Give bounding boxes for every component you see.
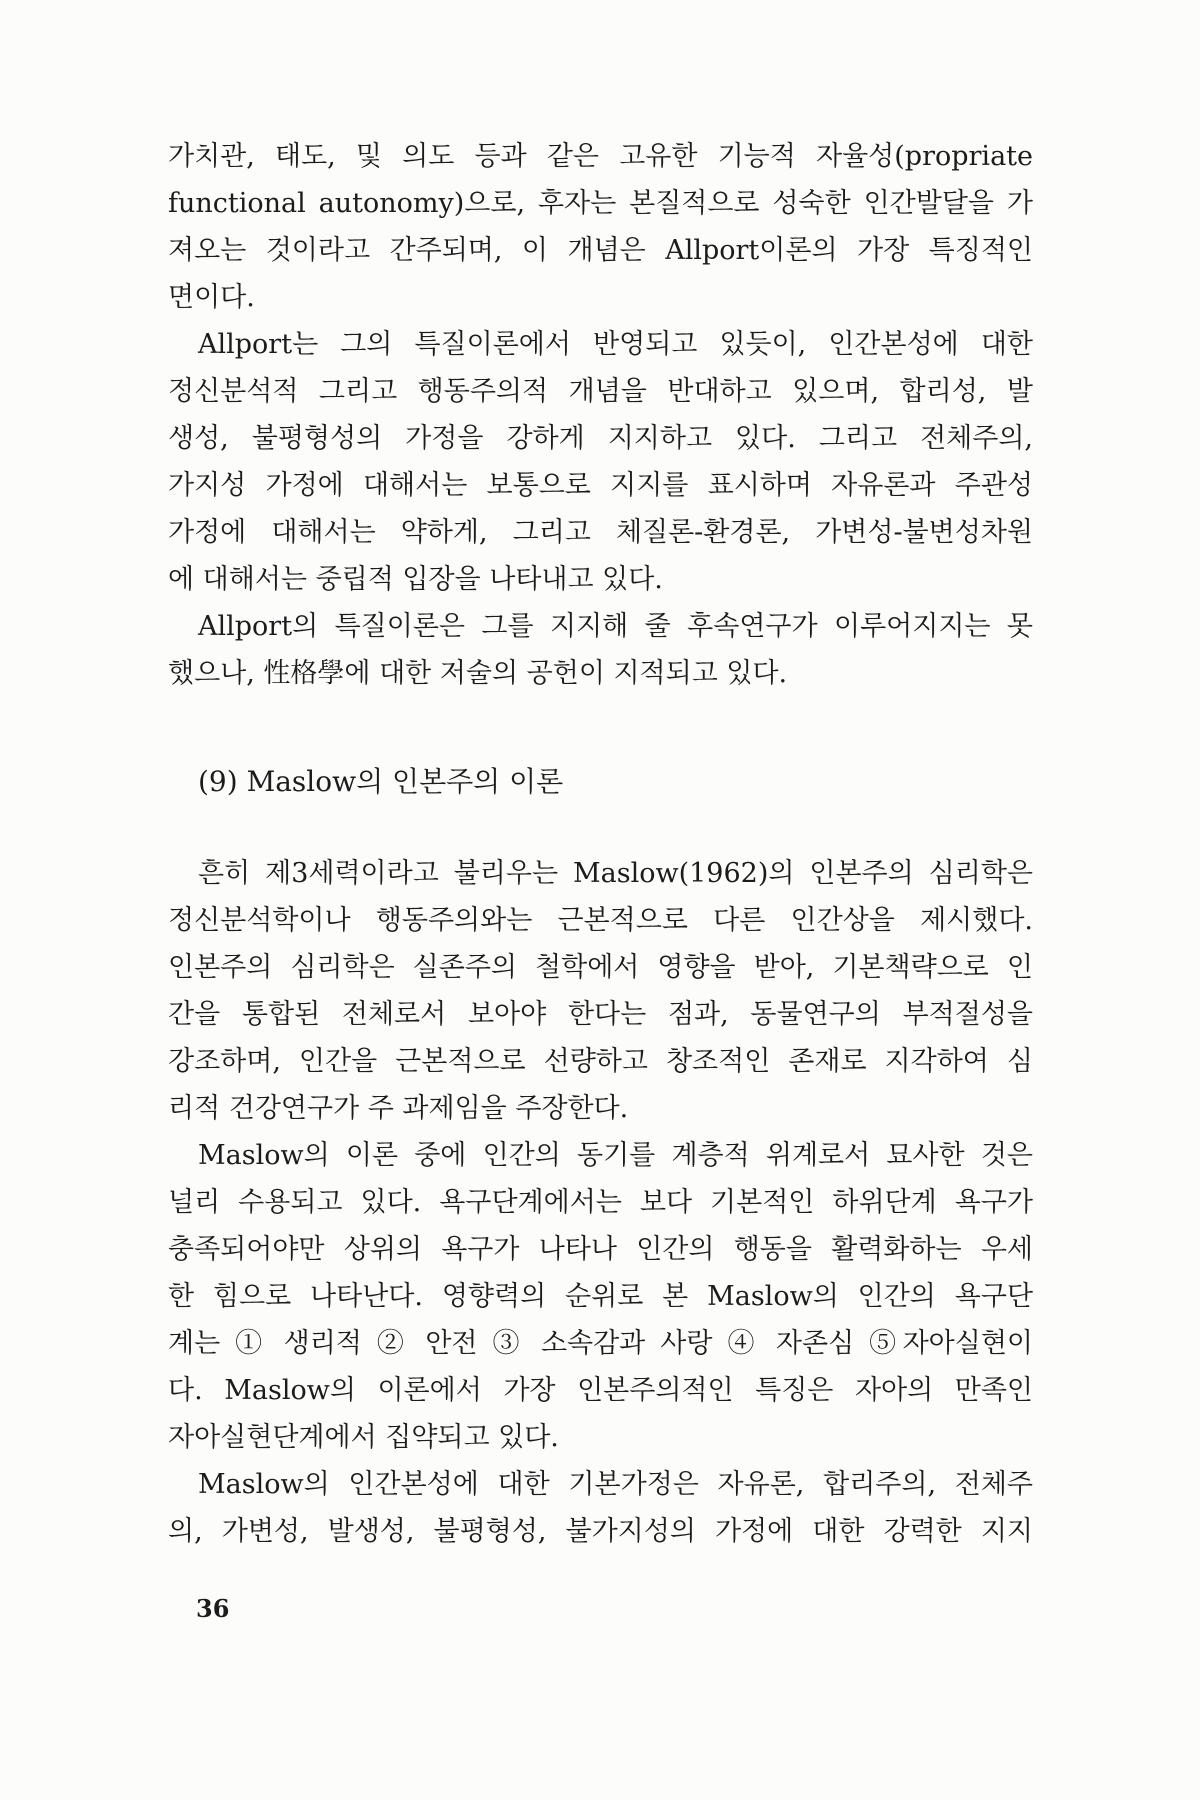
text-line: 했으나, 性格學에 대한 저술의 공헌이 지적되고 있다. — [168, 658, 788, 689]
text-line: 인본주의 심리학은 실존주의 철학에서 영향을 받아, 기본책략으로 인 — [168, 952, 1033, 983]
text-line: 가정에 대해서는 약하게, 그리고 체질론-환경론, 가변성-불변성차원 — [168, 517, 1033, 548]
text-line: Maslow의 인간본성에 대한 기본가정은 자유론, 합리주의, 전체주 — [198, 1469, 1033, 1500]
paragraph-maslow-assumptions — [168, 1461, 1033, 1555]
text-line: Maslow의 이론 중에 인간의 동기를 계층적 위계로서 묘사한 것은 — [198, 1140, 1033, 1171]
paragraph-allport-research — [168, 603, 1033, 697]
text-line: 계는 ① 생리적 ② 안전 ③ 소속감과 사랑 ④ 자존심 ⑤자아실현이 — [168, 1328, 1033, 1359]
text-line: 강조하며, 인간을 근본적으로 선량하고 창조적인 존재로 지각하여 심 — [168, 1046, 1033, 1077]
text-line: 간을 통합된 전체로서 보아야 한다는 점과, 동물연구의 부적절성을 — [168, 999, 1033, 1030]
text-line: 가치관, 태도, 및 의도 등과 같은 고유한 기능적 자율성(propriate — [168, 141, 1033, 172]
text-line: 에 대해서는 중립적 입장을 나타내고 있다. — [168, 564, 663, 595]
text-line: 한 힘으로 나타난다. 영향력의 순위로 본 Maslow의 인간의 욕구단 — [168, 1281, 1033, 1312]
text-line: 의, 가변성, 발생성, 불평형성, 불가지성의 가정에 대한 강력한 지지 — [168, 1516, 1033, 1547]
text-line: functional autonomy)으로, 후자는 본질적으로 성숙한 인간발달을 가 — [168, 188, 1033, 219]
text-line: 정신분석학이나 행동주의와는 근본적으로 다른 인간상을 제시했다. — [168, 905, 1033, 936]
text-line: 생성, 불평형성의 가정을 강하게 지지하고 있다. 그리고 전체주의, — [168, 423, 1033, 454]
text-line: 흔히 제3세력이라고 불리우는 Maslow(1962)의 인본주의 심리학은 — [198, 858, 1033, 889]
paragraph-allport-traits — [168, 321, 1033, 603]
text-line: 널리 수용되고 있다. 욕구단계에서는 보다 기본적인 하위단계 욕구가 — [168, 1187, 1033, 1218]
text-line: Allport의 특질이론은 그를 지지해 줄 후속연구가 이루어지지는 못 — [198, 611, 1033, 642]
paragraph-needs-hierarchy — [168, 1132, 1033, 1461]
text-line: 져오는 것이라고 간주되며, 이 개념은 Allport이론의 가장 특징적인 — [168, 235, 1033, 266]
paragraph-humanistic-psychology — [168, 850, 1033, 1132]
text-line: Allport는 그의 특질이론에서 반영되고 있듯이, 인간본성에 대한 — [198, 329, 1033, 360]
text-line: 정신분석적 그리고 행동주의적 개념을 반대하고 있으며, 합리성, 발 — [168, 376, 1033, 407]
text-line: 자아실현단계에서 집약되고 있다. — [168, 1422, 559, 1453]
text-line: 리적 건강연구가 주 과제임을 주장한다. — [168, 1093, 629, 1124]
text-line: 가지성 가정에 대해서는 보통으로 지지를 표시하며 자유론과 주관성 — [168, 470, 1033, 501]
text-line: 충족되어야만 상위의 욕구가 나타나 인간의 행동을 활력화하는 우세 — [168, 1234, 1033, 1265]
paragraph-continuation — [168, 133, 1033, 321]
text-line: 면이다. — [168, 282, 255, 313]
page-number: 36 — [196, 1594, 230, 1623]
text-line: 다. Maslow의 이론에서 가장 인본주의적인 특징은 자아의 만족인 — [168, 1375, 1033, 1406]
section-heading: (9) Maslow의 인본주의 이론 — [198, 765, 564, 798]
